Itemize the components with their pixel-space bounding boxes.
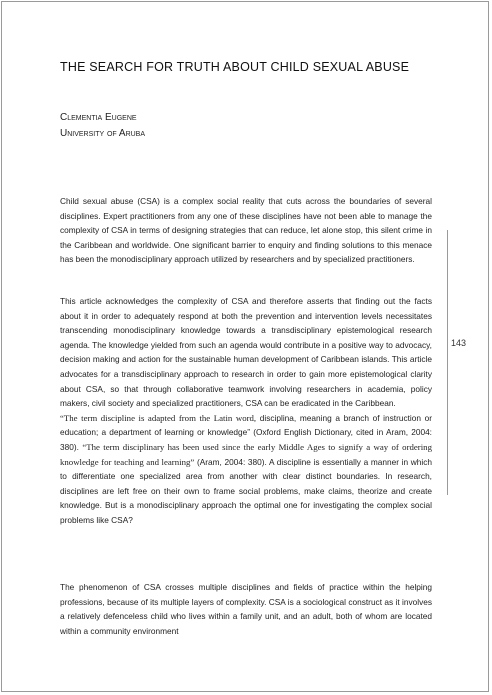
quote-second: “The term disciplinary has been used since the early Middle Ages to signify a way of ordering knowledge for teaching and learning” — [60, 441, 432, 467]
quote-citation: (Oxford English Dictionary, cited in Aram, 2004: 380). — [60, 427, 432, 452]
paragraph-text: Child sexual abuse (CSA) is a complex social reality that cuts across the boundaries of several disciplines. Expert practitioners from any one of these disciplines have not been able to manage the complexity of CSA in terms of designing strategies that can reduce, let alone stop, this silent crime in the Caribbean and worldwide. One significant barrier to enquiry and finding solutions to this menace has been the monodisciplinary approach utilized by researchers and by specialized practitioners. — [60, 196, 432, 265]
article-title: THE SEARCH FOR TRUTH ABOUT CHILD SEXUAL ABUSE — [60, 60, 410, 74]
author-affiliation: University of Aruba — [60, 128, 146, 139]
body-paragraph-3 — [60, 580, 432, 638]
quote-term: disciplina, meaning a branch of instruction or education; a department of learning or knowledge” — [60, 412, 432, 438]
quote-paragraph — [60, 411, 432, 528]
paragraph-text: The phenomenon of CSA crosses multiple disciplines and fields of practice within the helping professions, because of its multiple layers of complexity. CSA is a sociological construct as it involves a relatively defenceless child who lives within a family unit, and an adult, both of whom are located within a community environment — [60, 582, 432, 636]
author-name: Clementia Eugene — [60, 112, 137, 123]
quote-rest: (Aram, 2004: 380). A discipline is essentially a manner in which to differentiate one specialized area from another with clear distinct boundaries. In research, disciplines are left free on their own to frame social problems, make claims, theorize and create knowledge. But is a monodisciplinary approach the optimal one for investigating the complex social problems like CSA? — [60, 456, 432, 525]
quote-intro: “The term discipline is adapted from the Latin word, — [60, 412, 257, 423]
author-block — [60, 110, 145, 142]
page-number: 143 — [451, 338, 467, 348]
abstract-paragraph-2 — [60, 294, 432, 528]
paragraph-text: This article acknowledges the complexity of CSA and therefore asserts that finding out the facts about it in order to adequately respond at both the prevention and intervention levels necessitates transcending monodisciplinary knowledge towards a transdisciplinary epistemological research agenda. The knowledge yielded from such an agenda would contribute in a positive way to advocacy, decision making and action for the sustainable human development of Caribbean islands. This article advocates for a transdisciplinary approach to research in order to gain more epistemological clarity about CSA, so that through collaborative teamwork involving researchers in academia, policy makers, civil society and specialized practitioners, CSA can be eradicated in the Caribbean. — [60, 296, 432, 409]
margin-divider — [447, 230, 448, 495]
abstract-paragraph-1 — [60, 194, 432, 267]
